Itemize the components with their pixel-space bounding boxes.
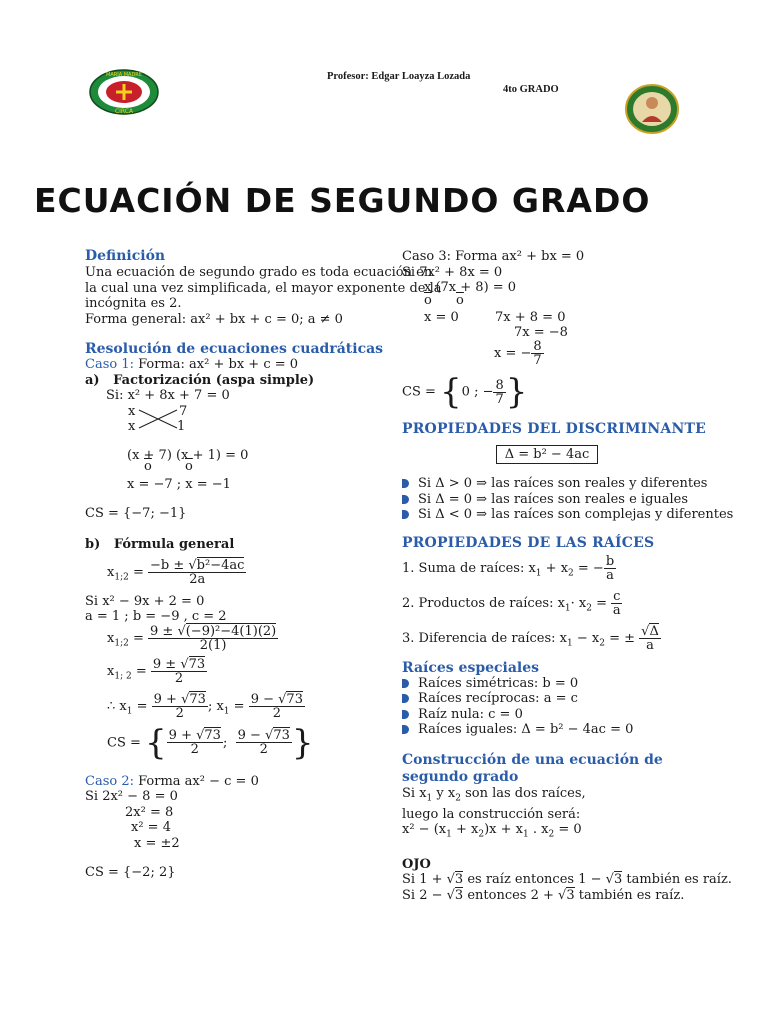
difference-of-roots: 3. Diferencia de raíces: $x_1 - x_2$ = ± $\frac{√\Delta}{a}$: [402, 623, 659, 653]
or-mark: $\overline{o}$: [424, 292, 432, 308]
case2-line: x² = 4: [131, 820, 171, 836]
construction-line: luego la construcción será:: [402, 806, 581, 822]
discriminant-rule: Si Δ > 0 ⇒ las raíces son reales y diferentes: [418, 476, 708, 491]
example-equation: Si x² − 9x + 2 = 0: [85, 593, 205, 609]
case2-line: 2x² = 8: [125, 804, 174, 820]
formula-simplified: $x_{1; 2}$ = $\frac{9 \pm √73}{2}$: [107, 656, 206, 686]
page-title: ECUACIÓN DE SEGUNDO GRADO: [34, 181, 651, 220]
cross-x-bottom: x: [128, 418, 136, 434]
ojo-line: Si 2 − √3 entonces 2 + √3 también es raíz.: [402, 887, 685, 903]
case2-form: Forma ax² − c = 0: [133, 773, 259, 789]
special-root-item: Raíces iguales: Δ = b² − 4ac = 0: [418, 722, 634, 738]
special-root-item: Raíces recíprocas: a = c: [418, 691, 578, 707]
case2-solution-set: CS = {−2; 2}: [85, 865, 176, 881]
roots-properties-heading: PROPIEDADES DE LAS RAÍCES: [402, 534, 655, 551]
bullet-icon: [402, 510, 409, 519]
cross-7: 7: [179, 403, 188, 419]
general-formula: $x_{1;2}$ = $\frac{\text{−b ± √b²−4ac}}{2a}$: [107, 557, 245, 587]
case1-label: Caso 1:: [85, 357, 134, 372]
case3-solution-set: CS = {0 ; − $\frac{8}{7}$ }: [402, 372, 528, 412]
definition-line: Una ecuación de segundo grado es toda ecuación en: [85, 265, 433, 280]
discriminant-heading: PROPIEDADES DEL DISCRIMINANTE: [402, 421, 706, 437]
resolution-heading: Resolución de ecuaciones cuadráticas: [85, 341, 384, 357]
grade-label: 4to GRADO: [503, 84, 559, 95]
construction-heading: Construcción de una ecuación de segundo grado: [402, 751, 663, 785]
factorization-equation: Si: x² + 8x + 7 = 0: [106, 388, 230, 403]
svg-text:MARIA MADRE: MARIA MADRE: [106, 72, 142, 78]
bullet-icon: [402, 495, 409, 504]
product-of-roots: 2. Productos de raíces: $x_1\cdot x_2$ = $\frac{c}{a}$: [402, 588, 621, 618]
or-mark: $\overline{o}$: [144, 459, 152, 474]
school-logo-right: [624, 84, 680, 134]
bullet-icon: [402, 694, 409, 703]
right-column: [402, 249, 734, 903]
definition-line: la cual una vez simplificada, el mayor exponente de la: [85, 280, 442, 296]
factored-equation: (x + 7) (x + 1) = 0: [127, 447, 249, 463]
case2-line: x = ±2: [134, 835, 180, 851]
formula-roots: ∴ $x_1$ = $\frac{9 + √73}{2}$ ; $x_1$ = $\frac{9 - √73}{2}$: [107, 691, 303, 721]
case3-root-zero: x = 0: [424, 309, 459, 325]
special-root-item: Raíces simétricas: b = 0: [418, 675, 579, 691]
factorization-title: Factorización (aspa simple): [113, 372, 315, 388]
item-a-label: a): [85, 372, 100, 388]
bullet-icon: [402, 725, 409, 734]
formula-solution-set: CS = { $\frac{9 + √73}{2}$ ; $\frac{9 - √73}{2}$ }: [107, 722, 314, 763]
or-mark: $\overline{o}$: [456, 292, 464, 308]
cross-lines: [137, 408, 179, 430]
case3-linear-eq: 7x + 8 = 0: [495, 309, 566, 325]
discriminant-rule: Si Δ = 0 ⇒ las raíces son reales e iguales: [418, 491, 689, 507]
cross-1: 1: [177, 418, 186, 434]
general-form: Forma general: ax² + bx + c = 0; a ≠ 0: [85, 311, 343, 327]
item-b-label: b): [85, 537, 101, 552]
construction-formula: $x^2 - (x_1 + x_2)x + x_1$ . $x_2 = 0$: [402, 822, 582, 840]
discriminant-rule: Si Δ < 0 ⇒ las raíces son complejas y diferentes: [418, 507, 734, 522]
ojo-line: Si 1 + √3 es raíz entonces 1 − √3 también es raíz.: [402, 872, 732, 888]
or-mark: $\overline{o}$: [185, 459, 193, 474]
cross-x-top: x: [128, 403, 136, 419]
case2-label: Caso 2:: [85, 773, 134, 789]
cross-diagram: [127, 404, 385, 436]
case3-root: x = − $\frac{8}{7}$: [494, 339, 542, 368]
special-root-item: Raíz nula: c = 0: [418, 706, 523, 722]
case3-linear-step: 7x = −8: [514, 324, 568, 340]
formula-substitution: $x_{1;2}$ = $\frac{\text{9 ± √(−9)²−4(1)(2)}}{2(1)}$: [107, 623, 277, 653]
coefficients: a = 1 ; b = −9 , c = 2: [85, 609, 227, 625]
construction-line: Si $x_1$ y $x_2$ son las dos raíces,: [402, 785, 586, 804]
bullet-icon: [402, 710, 409, 719]
ojo-heading: OJO: [402, 857, 431, 873]
case3-equation: Si 7x² + 8x = 0: [402, 264, 503, 280]
definition-line: incógnita es 2.: [85, 296, 182, 311]
bullet-icon: [402, 479, 409, 488]
school-logo-left: [88, 68, 160, 116]
general-formula-title: Fórmula general: [113, 537, 235, 552]
teacher-name: Profesor: Edgar Loayza Lozada: [327, 71, 471, 82]
case3-title: Caso 3: Forma ax² + bx = 0: [402, 249, 585, 264]
definition-heading: Definición: [85, 248, 166, 264]
special-roots-heading: Raíces especiales: [402, 659, 540, 676]
factor-roots: x = −7 ; x = −1: [127, 477, 231, 492]
discriminant-formula: Δ = b² − 4ac: [496, 445, 599, 464]
case1-form: Forma: ax² + bx + c = 0: [133, 357, 299, 372]
sum-of-roots: 1. Suma de raíces: $x_1 + x_2$ = − $\frac{b}{a}$: [402, 553, 615, 583]
case2-line: Si 2x² − 8 = 0: [85, 789, 178, 805]
case3-factored: x (7x + 8) = 0: [424, 280, 517, 295]
svg-text:CIRCA: CIRCA: [114, 108, 134, 115]
case1-solution-set: CS = {−7; −1}: [85, 505, 187, 521]
bullet-icon: [402, 679, 409, 688]
